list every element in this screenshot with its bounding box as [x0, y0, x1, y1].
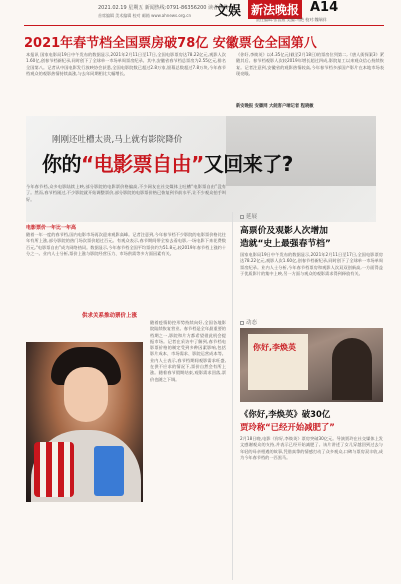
feature-headline-highlight: “电影票自由”	[81, 152, 204, 176]
tag-box-icon	[240, 215, 244, 219]
subhead-supply-demand: 供求关系推动票价上涨	[82, 313, 138, 319]
movie-still-photo	[240, 328, 383, 402]
audience-member-photo	[26, 342, 143, 502]
sidebar-headline-1b: 造就“史上最强春节档”	[240, 239, 331, 249]
feature-kicker: 刚刚还吐槽太贵,马上就有影院降价	[52, 135, 183, 145]
sidebar-tag-label-2: 动态	[246, 320, 258, 326]
sidebar-tag-extension	[240, 212, 257, 220]
masthead-info: 首席编辑 美术编辑 校对 邮箱 www.ahnews.org.cn	[98, 13, 191, 18]
sidebar-headline-1a: 高票价及观影人次增加	[240, 226, 328, 236]
sidebar-headline-2a-text: 《你好,李焕英》破30亿	[240, 409, 331, 419]
sidebar-tag-news	[240, 318, 257, 326]
sidebar-body-2: 2月18日晚,电影《你好,李焕英》票房突破30亿元。导演贾玲在社交媒体上发文感谢观众的支持,并表示已经开始减肥了。该片讲述了女儿穿越回到过去与年轻的母亲相遇的故事,凭借真挚的情感打动了众多观众,口碑与票房双丰收,成为今年春节档的一匹黑马。	[240, 436, 383, 460]
face-shape	[64, 367, 108, 422]
sidebar-headline-2a	[240, 408, 330, 420]
tag-box-icon	[240, 321, 244, 325]
subhead-price-rise: 电影票价一年比一年高	[26, 225, 77, 231]
sidebar-body-1: 国家电影局19日中午发布的数据显示,2021年2月11日至17日,全国电影票房达78.22亿元,观影人次1.60亿,创春节档新纪录,同时创下了全球单一市场单周票房纪录。业内人士分析,今年春节档票房和观影人次双双创新高,一方面得益于优质影片的集中上映,另一方面与观众的观影需求得到释放有关。	[240, 252, 383, 276]
newspaper-logo: 新法晚报	[248, 0, 302, 19]
section-name: 文娱	[215, 4, 242, 19]
poster-title: 你好,李焕英	[253, 343, 297, 352]
top-article-left: 本报讯 国家电影局19日中午发布的数据显示,2021年2月11日至17日,全国电影票房达78.22亿元,观影人次1.60亿,创春节档新纪录,同时创下了全球单一市场单周票房纪录。其中,安徽省春节档总票房为2.55亿元,排名全国第八。记者从中国电影发行放映协会获悉,全国电影院数已超过2.8万家,银幕总数超过7.8万块,今年春节档观众的观影热情持续高涨,与去年同期相比大幅增长。	[26, 52, 226, 76]
sidebar-tag-label: 延展	[246, 214, 258, 220]
feature-headline-pre: 你的	[42, 152, 81, 176]
feature-body-supply: 随着疫情防控形势持续向好,全国各地影院陆续恢复营业。春节档是全年最重要的档期之一,影院和片方都希望借此机会提振市场。记者在采访中了解到,春节档电影票价格的制定受到多种因素影响,包括影片成本、市场需求、影院运营成本等。业内人士表示,春节档期间观影需求旺盛,在供不应求的情况下,票价自然会有所上涨。随着春节假期结束,观影需求回落,票价也随之下调。	[150, 320, 226, 382]
page-number: A14	[310, 0, 339, 15]
editor-credits: 责任编辑:张喜燕 美编:马艳 校对:魏瑞祥	[256, 17, 327, 22]
column-divider	[232, 212, 233, 580]
popcorn-bucket	[34, 442, 74, 497]
feature-headline-post: 又回来了?	[203, 152, 293, 176]
feature-headline	[42, 148, 293, 177]
header-divider	[24, 25, 384, 26]
movie-poster	[248, 334, 308, 390]
feature-body-price: 随着一年一度的春节档,国内电影市场再次迎来观影高峰。记者注意到,今年春节档不少影院的电影票价格比往年有所上涨,部分影院的热门场次票价超过百元。有观众表示,春节期间带全家去看电影,一场电影下来花费数百元,“电影票自由”成为网络热词。数据显示,今年春节档全国平均票价约为51.8元,较2019年春节档上涨约十分之一。业内人士分析,票价上涨与影院经营压力、市场供需等多方面因素有关。	[26, 232, 226, 256]
sidebar-headline-2b: 贾玲称“已经开始减肥了”	[240, 422, 335, 432]
top-article-byline: 新安晚报 安徽网 大皖客户端记者 程晓敏	[236, 104, 314, 109]
person-silhouette	[332, 338, 372, 400]
feature-intro: 今年春节档,众多电影陆续上映,部分影院的电影票价格偏高,不少网友在社交媒体上吐槽“电影票自由”没有了。然而,春节档刚过,不少影院就开始调整票价,部分影院的电影票价格已恢复到节前水平,让不少观众拍手叫好。	[26, 184, 226, 202]
drink-cup	[94, 446, 124, 496]
masthead-date: 2021.02.19 星期五 新闻热线:0791-86356200 读者热线	[98, 5, 229, 11]
top-article-right: 《你好,李焕英》以4.35亿元(截至2月18日)的票房位列第二,《唐人街探案3》紧随其后。春节档观影人次较2019年增长超过四成,影院复工以来观众信心持续恢复。记者注意到,安徽省的观影热情较高,今年春节档多部国产影片在本地市场表现亮眼。	[236, 52, 384, 76]
top-headline: 2021年春节档全国票房破78亿 安徽票仓全国第八	[24, 36, 317, 51]
